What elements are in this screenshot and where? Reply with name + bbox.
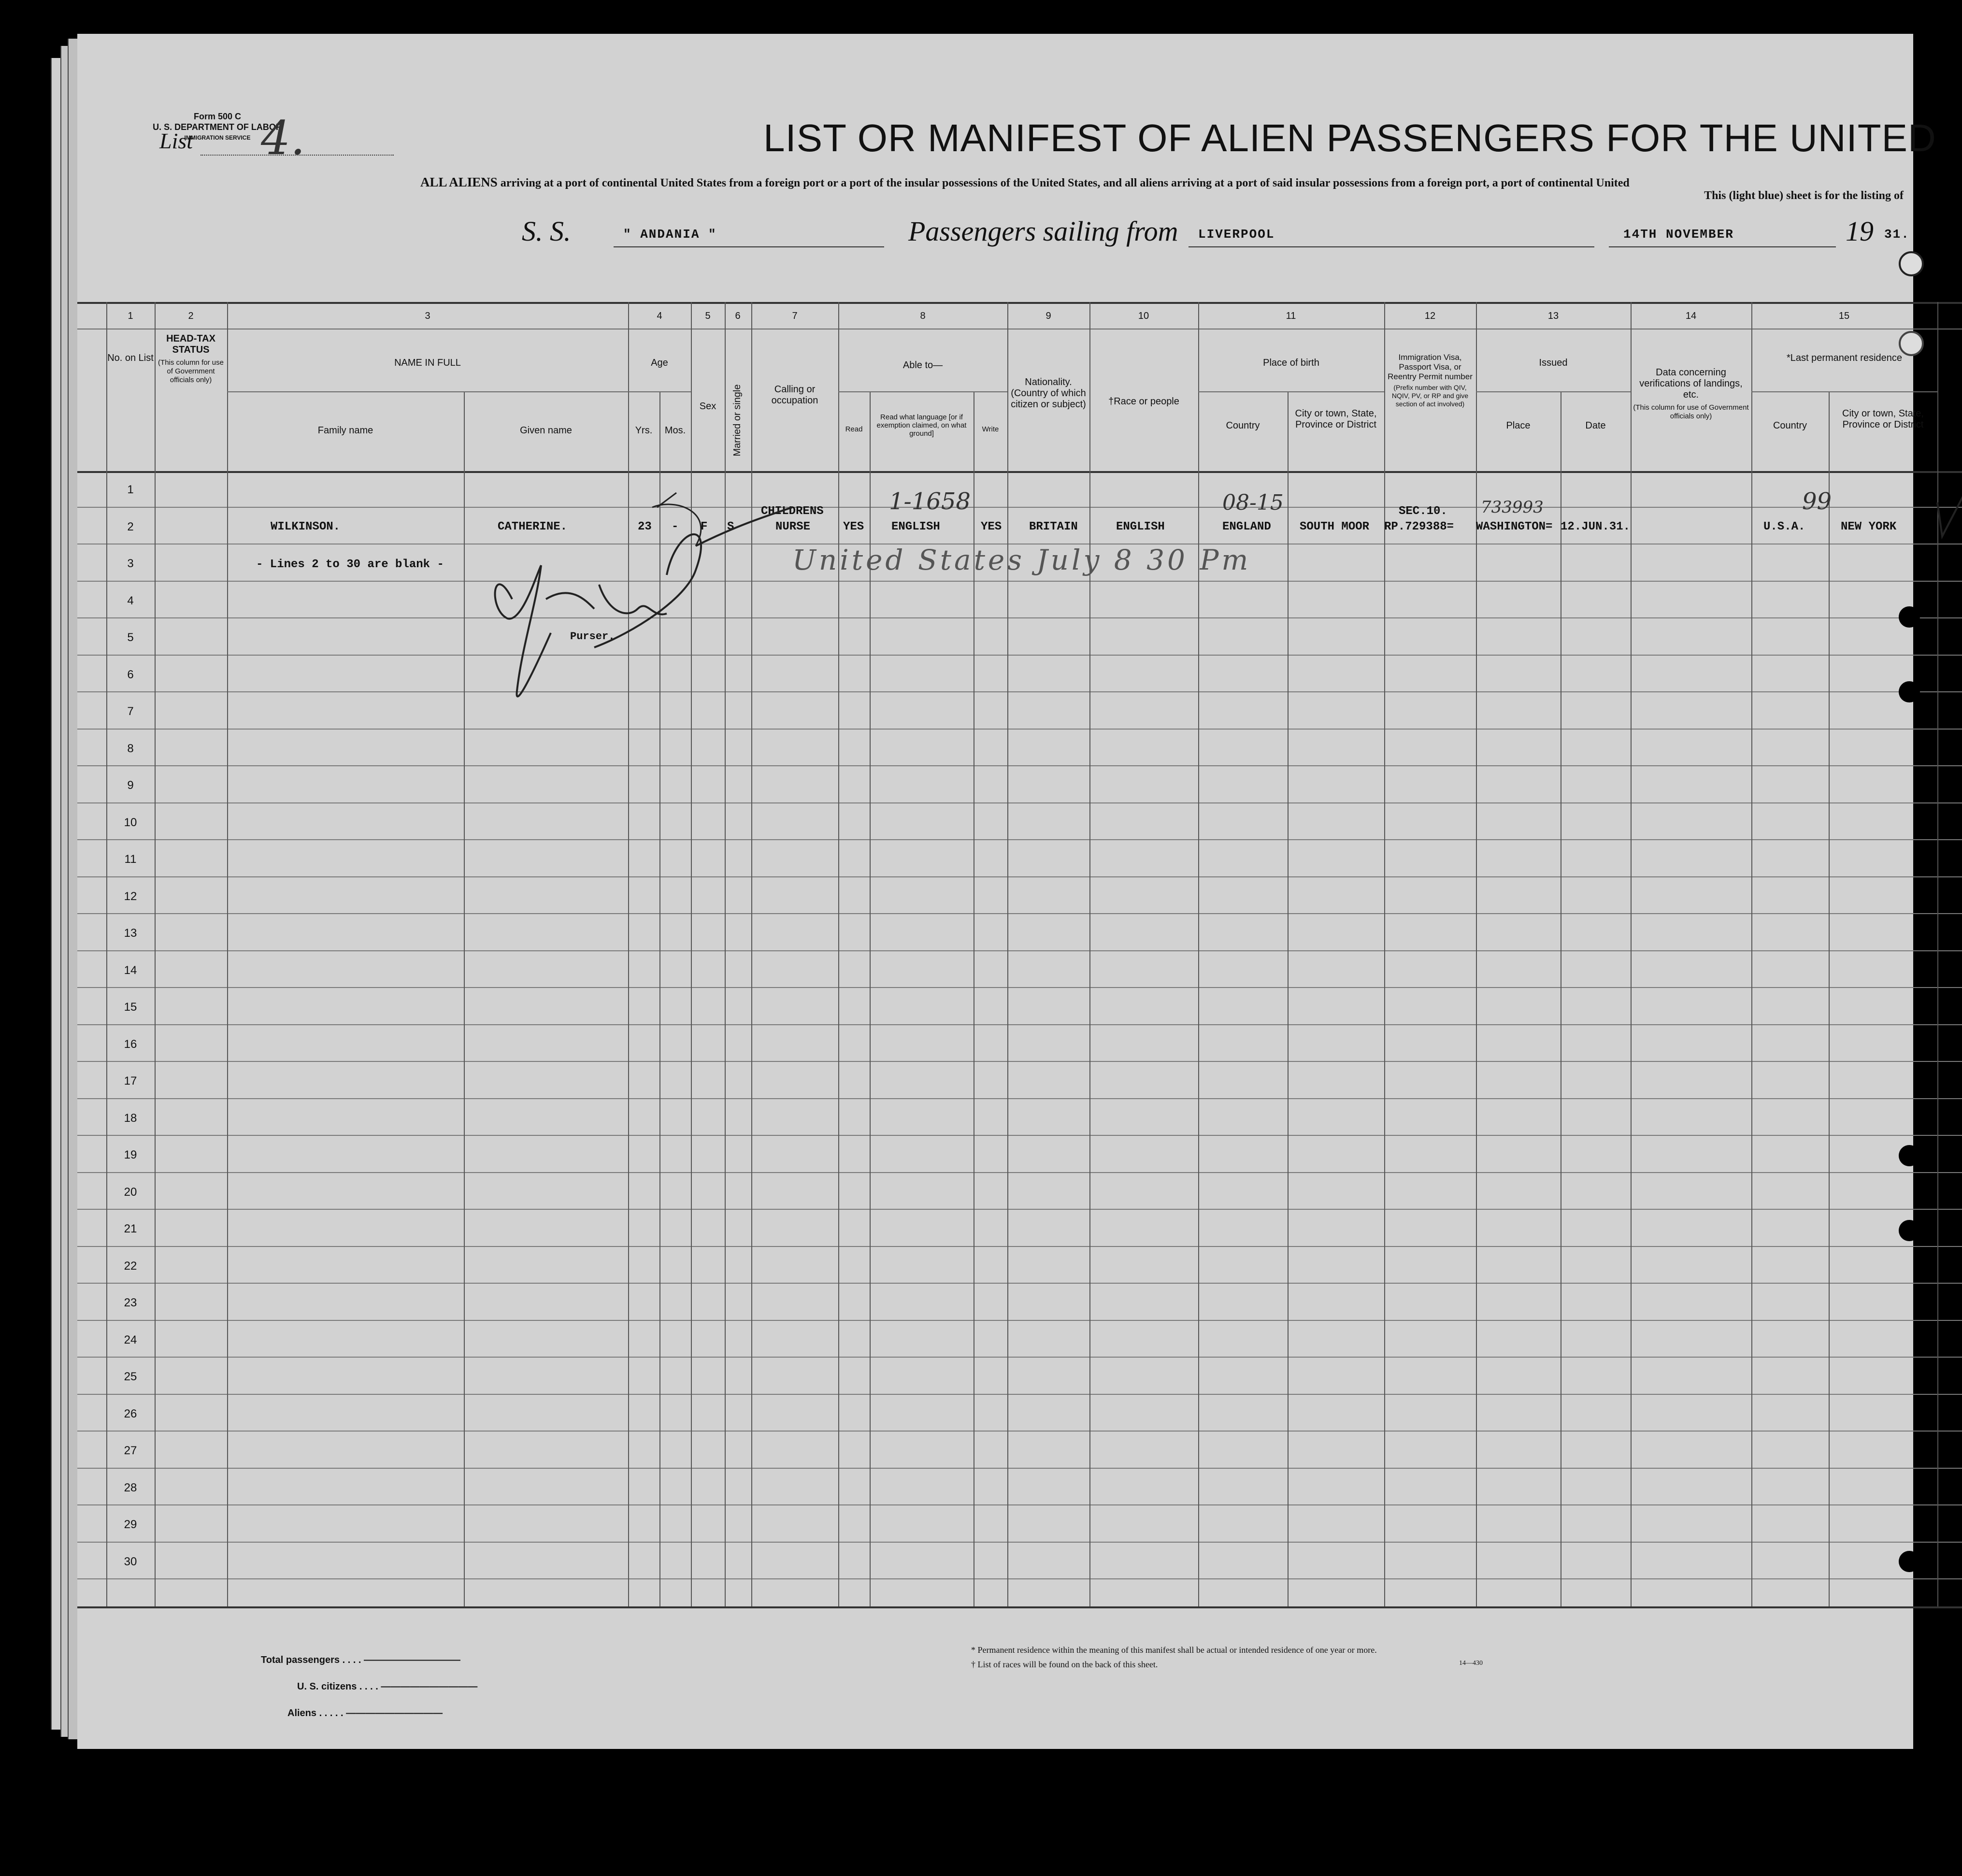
- header-res-country: Country: [1773, 420, 1807, 431]
- row-rule: [77, 729, 1962, 730]
- header-given-name: Given name: [520, 425, 572, 436]
- column-rule: [1007, 302, 1008, 1606]
- group-header-rule: [227, 391, 628, 392]
- row-number: 4: [127, 594, 134, 607]
- passenger-calling-line1: CHILDRENS: [761, 505, 824, 518]
- passenger-visa-line2: RP.729388=: [1384, 520, 1454, 533]
- row-number: 22: [124, 1260, 137, 1273]
- aliens-label: Aliens . . . . . ——————————: [287, 1708, 443, 1718]
- header-sex: Sex: [699, 401, 716, 412]
- column-rule: [155, 302, 156, 1606]
- row-rule: [77, 1024, 1962, 1025]
- binder-hole: [1899, 331, 1924, 356]
- service: IMMIGRATION SERVICE: [184, 134, 251, 141]
- manifest-sheet: [77, 34, 1936, 1749]
- row-number: 26: [124, 1407, 137, 1420]
- header-place-of-birth: Place of birth: [1263, 358, 1319, 368]
- passenger-residence-city: NEW YORK: [1841, 520, 1897, 533]
- passenger-issued-date: 12.JUN.31.: [1561, 520, 1631, 533]
- row-rule: [77, 950, 1962, 951]
- row-rule: [77, 1135, 1962, 1136]
- column-rule: [1476, 302, 1477, 1606]
- row-rule: [77, 691, 1962, 692]
- row-rule: [77, 1542, 1962, 1543]
- row-number: 21: [124, 1222, 137, 1235]
- header-read: Read: [845, 425, 863, 433]
- column-number: 10: [1138, 311, 1149, 321]
- passenger-language: ENGLISH: [891, 520, 940, 533]
- row-rule: [77, 1578, 1962, 1579]
- passenger-residence-country: U.S.A.: [1763, 520, 1805, 533]
- check-mark-icon: [1933, 411, 1962, 546]
- binder-hole: [1899, 251, 1924, 276]
- column-number: 15: [1838, 311, 1850, 321]
- group-header-rule: [1198, 391, 1384, 392]
- row-number: 28: [124, 1481, 137, 1494]
- column-rule: [1089, 302, 1090, 1606]
- header-read-language: Read what language [or if exemption claimed, on what ground]: [876, 413, 967, 438]
- row-rule: [77, 1431, 1962, 1432]
- row-number: 3: [127, 557, 134, 570]
- passenger-calling-line2: NURSE: [775, 520, 811, 533]
- row-number: 23: [124, 1296, 137, 1309]
- column-number: 2: [188, 311, 194, 321]
- binder-hole: [1899, 1551, 1920, 1572]
- column-rule: [1631, 302, 1632, 1606]
- data-concerning-label: Data concerning verifications of landings, etc.: [1639, 367, 1743, 400]
- instructions-line2: This (light blue) sheet is for the listing of: [1704, 189, 1904, 202]
- list-number: 4.: [261, 111, 305, 165]
- row-number: 8: [127, 742, 134, 755]
- department: U. S. DEPARTMENT OF LABOR: [153, 122, 282, 132]
- row-rule: [77, 1468, 1962, 1469]
- table-bottom-rule: [77, 1606, 1962, 1608]
- handwritten-mark-d: 99: [1802, 488, 1832, 515]
- header-res-city: City or town, State, Province or District: [1842, 408, 1924, 430]
- total-passengers-label: Total passengers . . . . ——————————: [261, 1655, 461, 1665]
- sub-column-rule: [1288, 391, 1289, 1606]
- header-data-concerning: [1631, 367, 1751, 421]
- year-prefix: 19: [1846, 215, 1874, 247]
- column-number: 14: [1685, 311, 1697, 321]
- binder-hole: [1899, 681, 1920, 702]
- row-rule: [77, 876, 1962, 877]
- header-write: Write: [982, 425, 999, 433]
- visa-label: Immigration Visa, Passport Visa, or Reentry Permit number: [1388, 353, 1473, 381]
- row-rule: [77, 1320, 1962, 1321]
- header-age-yrs: Yrs.: [635, 425, 653, 436]
- passenger-age-months: -: [672, 520, 679, 533]
- binder-hole: [1899, 606, 1920, 628]
- purser-signature: [425, 488, 792, 720]
- row-number: 18: [124, 1112, 137, 1125]
- aliens-text: Aliens: [287, 1708, 317, 1718]
- row-rule: [77, 1246, 1962, 1247]
- header-married-or-single: Married or single: [732, 384, 743, 457]
- column-rule: [1751, 302, 1752, 1606]
- footnote-races: † List of races will be found on the back of this sheet.: [971, 1660, 1158, 1669]
- row-number: 17: [124, 1074, 137, 1088]
- passenger-sex: F: [701, 520, 708, 533]
- table-top-rule: [77, 302, 1962, 304]
- row-number: 10: [124, 816, 137, 829]
- row-rule: [77, 913, 1962, 914]
- list-label: List: [159, 129, 193, 153]
- sub-column-rule: [1829, 391, 1830, 1606]
- row-rule: [77, 1061, 1962, 1062]
- column-number: 6: [735, 311, 741, 321]
- column-number: 1: [128, 311, 133, 321]
- port-of-departure: LIVERPOOL: [1198, 227, 1275, 242]
- column-number: 3: [425, 311, 430, 321]
- column-rule: [838, 302, 839, 1606]
- passenger-birth-country: ENGLAND: [1222, 520, 1271, 533]
- group-header-rule: [628, 391, 691, 392]
- passenger-age-years: 23: [638, 520, 652, 533]
- purser-label: Purser.: [570, 630, 615, 643]
- header-no-on-list: No. on List: [107, 353, 154, 363]
- row-number: 15: [124, 1001, 137, 1014]
- binder-hole: [1899, 1145, 1920, 1166]
- header-visa: [1384, 353, 1476, 408]
- row-number: 9: [127, 779, 134, 792]
- row-number: 14: [124, 964, 137, 977]
- ship-name: " ANDANIA ": [623, 227, 717, 242]
- header-calling: Calling or occupation: [771, 384, 818, 406]
- column-number: 8: [920, 311, 926, 321]
- header-head-tax: [155, 333, 227, 385]
- header-race: †Race or people: [1108, 396, 1179, 407]
- row-number: 5: [127, 631, 134, 644]
- handwritten-mark-b: 08-15: [1222, 490, 1284, 515]
- header-issued-place: Place: [1506, 420, 1531, 431]
- header-age-mos: Mos.: [664, 425, 686, 436]
- row-number: 30: [124, 1555, 137, 1568]
- passenger-given-name: CATHERINE.: [498, 520, 568, 533]
- row-number: 25: [124, 1370, 137, 1383]
- visa-note: (Prefix number with QIV, NQIV, PV, or RP and give section of act involved): [1391, 384, 1469, 408]
- total-passengers-text: Total passengers: [261, 1655, 340, 1665]
- footnote-code: 14—430: [1459, 1660, 1483, 1667]
- row-rule: [77, 507, 1962, 508]
- blank-lines-note: - Lines 2 to 30 are blank -: [256, 558, 444, 571]
- handwritten-mark-c: 733993: [1481, 498, 1544, 517]
- header-last-residence: *Last permanent residence: [1786, 353, 1903, 363]
- form-number: Form 500 C: [193, 112, 242, 121]
- row-number: 11: [124, 853, 137, 866]
- passenger-birth-city: SOUTH MOOR: [1300, 520, 1370, 533]
- instructions-bold: ALL ALIENS: [420, 175, 498, 189]
- passenger-read: YES: [843, 520, 864, 533]
- row-number: 6: [127, 668, 134, 681]
- column-number: 7: [792, 311, 798, 321]
- header-age: Age: [651, 358, 668, 368]
- header-pob-country: Country: [1226, 420, 1260, 431]
- ss-label: S. S.: [522, 215, 571, 247]
- header-nationality: Nationality. (Country of which citizen or subject): [1011, 377, 1086, 410]
- passenger-visa-line1: SEC.10.: [1399, 505, 1447, 518]
- group-header-rule: [1751, 391, 1937, 392]
- row-number: 27: [124, 1444, 137, 1457]
- passenger-race: ENGLISH: [1116, 520, 1165, 533]
- passenger-nationality: BRITAIN: [1029, 520, 1078, 533]
- row-rule: [77, 1357, 1962, 1358]
- data-concerning-note: (This column for use of Government officials only): [1633, 403, 1749, 420]
- row-rule: [77, 1172, 1962, 1173]
- row-rule: [77, 802, 1962, 803]
- sailing-label: Passengers sailing from: [908, 215, 1178, 247]
- group-header-rule: [1476, 391, 1631, 392]
- column-number: 4: [657, 311, 662, 321]
- instructions-text: arriving at a port of continental United States from a foreign port or a port of the insular possessions of the United States, and all aliens arriving at a port of said insular possessions from a foreign port, a port of continental United: [500, 177, 1630, 189]
- row-number: 24: [124, 1333, 137, 1346]
- handwritten-arrival-note: United States July 8 30 Pm: [792, 544, 1251, 576]
- row-number: 20: [124, 1186, 137, 1199]
- header-family-name: Family name: [317, 425, 373, 436]
- header-name-in-full: NAME IN FULL: [394, 358, 461, 368]
- column-rule: [227, 302, 228, 1606]
- header-bottom-rule: [77, 471, 1962, 473]
- header-able-to: Able to—: [902, 360, 943, 371]
- column-rule: [1384, 302, 1385, 1606]
- sailing-date: 14TH NOVEMBER: [1623, 227, 1734, 242]
- column-number: 9: [1045, 311, 1051, 321]
- row-number: 2: [127, 520, 134, 533]
- passenger-family-name: WILKINSON.: [271, 520, 341, 533]
- row-rule: [77, 1283, 1962, 1284]
- binder-hole: [1899, 1220, 1920, 1241]
- column-number: 11: [1286, 311, 1296, 321]
- passenger-issued-place: WASHINGTON=: [1476, 520, 1553, 533]
- column-number: 13: [1547, 311, 1559, 321]
- row-number: 1: [127, 483, 134, 496]
- column-rule: [1198, 302, 1199, 1606]
- row-rule: [77, 1394, 1962, 1395]
- passenger-write: YES: [981, 520, 1002, 533]
- manifest-title: LIST OR MANIFEST OF ALIEN PASSENGERS FOR THE UNITED: [763, 116, 1936, 159]
- row-number: 7: [127, 705, 134, 718]
- row-rule: [77, 839, 1962, 840]
- handwritten-mark-a: 1-1658: [889, 488, 971, 515]
- row-rule: [77, 1504, 1962, 1505]
- manifest-grid: [77, 34, 1913, 1749]
- row-number: 13: [124, 927, 137, 940]
- head-tax-note: (This column for use of Government officials only): [158, 358, 224, 384]
- passenger-marital-status: S: [727, 520, 734, 533]
- row-rule: [77, 765, 1962, 766]
- row-rule: [77, 1209, 1962, 1210]
- header-issued-date: Date: [1585, 420, 1606, 431]
- row-number: 19: [124, 1148, 137, 1161]
- row-rule: [77, 581, 1962, 582]
- footnote-residence: * Permanent residence within the meaning of this manifest shall be actual or intended residence of one year or more.: [971, 1645, 1377, 1655]
- row-number: 29: [124, 1518, 137, 1531]
- year-suffix: 31.: [1884, 227, 1910, 242]
- group-header-rule: [838, 391, 1007, 392]
- row-number: 12: [124, 890, 137, 903]
- header-pob-city: City or town, State, Province or District: [1295, 408, 1377, 430]
- row-rule: [77, 617, 1962, 618]
- column-number: 5: [705, 311, 711, 321]
- header-issued: Issued: [1539, 358, 1568, 368]
- row-number: 16: [124, 1038, 137, 1051]
- row-rule: [77, 655, 1962, 656]
- row-rule: [77, 987, 1962, 988]
- us-citizens-text: U. S. citizens: [297, 1681, 357, 1692]
- head-tax-label: HEAD-TAX STATUS: [166, 333, 215, 355]
- column-number: 12: [1424, 311, 1436, 321]
- us-citizens-label: U. S. citizens . . . . ——————————: [297, 1681, 478, 1692]
- row-rule: [77, 1098, 1962, 1099]
